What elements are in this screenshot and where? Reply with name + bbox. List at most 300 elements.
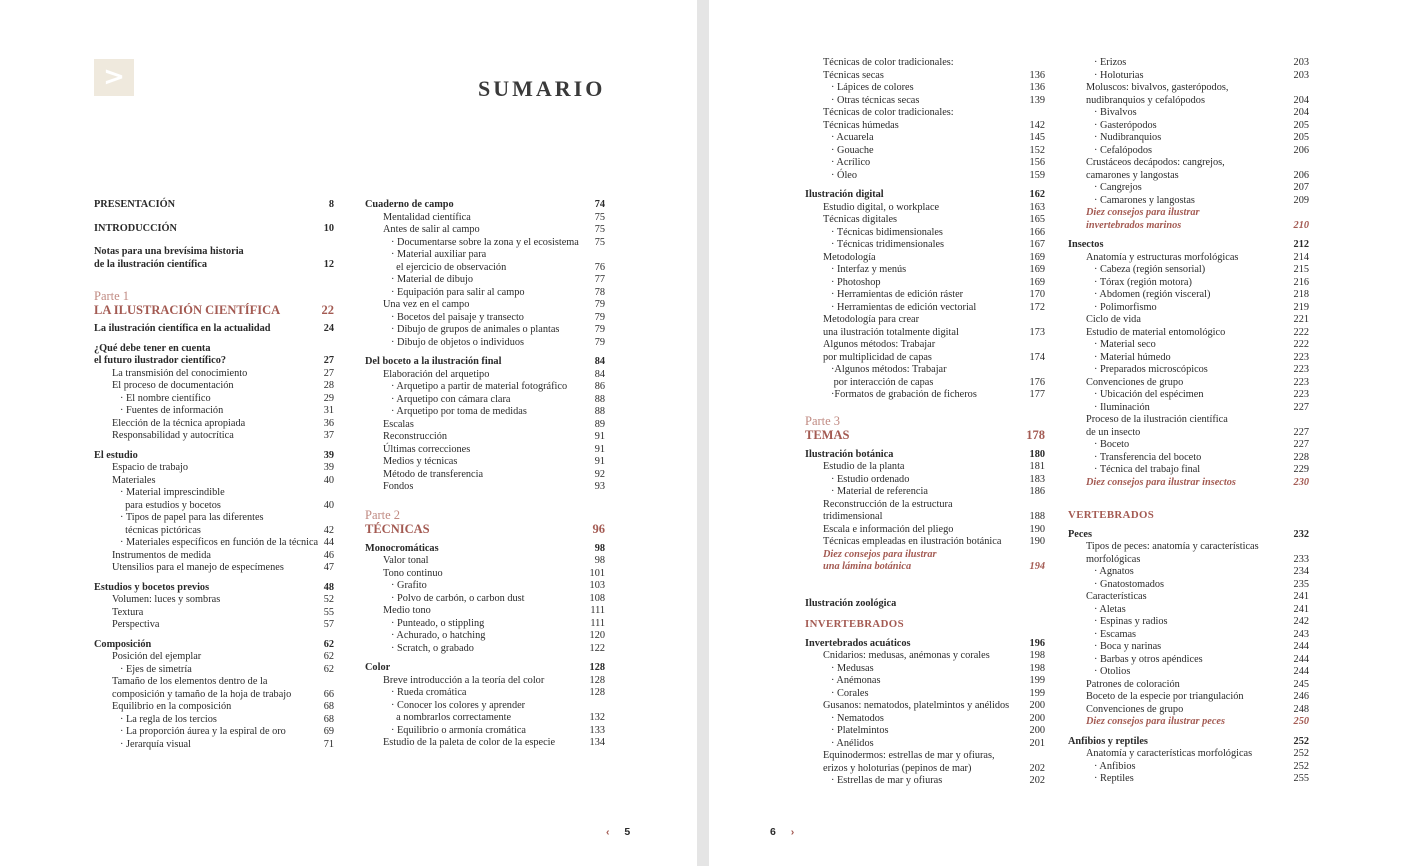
toc-entry: Crustáceos decápodos: cangrejos, camarones y langostas — [1086, 157, 1225, 181]
toc-entry: · Erizos — [1094, 57, 1127, 68]
toc-entry: · Materiales específicos en función de la técnica — [120, 537, 319, 548]
toc-page-number: 235 — [1293, 578, 1309, 590]
toc-page-number: 222 — [1293, 339, 1309, 350]
toc-entry: Del boceto a la ilustración final — [365, 356, 502, 367]
toc-page-number: 230 — [1293, 476, 1309, 488]
toc-entry: · Óleo — [831, 169, 858, 181]
toc-page-number: 180 — [1029, 448, 1045, 460]
toc-entry: · Equilibrio o armonía cromática — [391, 724, 526, 736]
toc-entry: Composición — [94, 638, 152, 650]
toc-entry: · Iluminación — [1094, 401, 1150, 413]
toc-page-number: 178 — [1026, 427, 1045, 442]
toc-entry: · Bivalvos — [1094, 107, 1137, 118]
toc-page-number: 244 — [1293, 666, 1309, 677]
toc-page-number: 62 — [323, 663, 334, 675]
toc-page-number: 134 — [589, 737, 605, 748]
toc-entry: Perspectiva — [112, 619, 160, 630]
toc-page-number: 93 — [594, 481, 605, 492]
toc-entry: · Dibujo de objetos o individuos — [391, 336, 524, 348]
toc-page-number: 159 — [1029, 169, 1045, 181]
toc-page-number: 199 — [1029, 675, 1045, 686]
chevron-right-icon: > — [103, 62, 125, 92]
toc-entry: · Lápices de colores — [831, 82, 914, 93]
toc-entry: Gusanos: nematodos, platelmintos y anélidos — [823, 700, 1010, 711]
toc-page-number: 196 — [1029, 637, 1045, 649]
toc-entry: Espacio de trabajo — [112, 462, 189, 473]
toc-page-number: 167 — [1029, 239, 1045, 250]
toc-entry: Anatomía y características morfológicas — [1086, 748, 1253, 759]
toc-entry: · Jerarquía visual — [120, 738, 191, 750]
toc-entry: · Material seco — [1094, 339, 1156, 350]
toc-entry: Reconstrucción de la estructura tridimensional — [823, 498, 953, 522]
toc-page-number: 40 — [323, 474, 334, 486]
toc-page-number: 215 — [1293, 264, 1309, 275]
toc-page-number: 92 — [594, 468, 605, 480]
toc-page-number: 241 — [1293, 591, 1309, 602]
toc-entry: Monocromáticas — [365, 542, 439, 554]
toc-entry: Diez consejos para ilustrar una lámina botánica — [823, 548, 937, 572]
toc-page-number: 10 — [323, 222, 334, 234]
toc-entry: Elaboración del arquetipo — [383, 368, 490, 380]
toc-page-number: 181 — [1029, 461, 1045, 472]
toc-page-number: 55 — [323, 606, 334, 618]
toc-entry: Técnicas de color tradicionales: Técnicas secas — [823, 57, 954, 81]
toc-entry: · Técnicas tridimensionales — [831, 239, 945, 250]
toc-page-number: 69 — [323, 726, 334, 737]
toc-page-number: 28 — [323, 380, 334, 391]
toc-entry: Ilustración digital — [805, 189, 884, 200]
toc-entry: · Ubicación del espécimen — [1094, 389, 1204, 400]
toc-entry: · Cefalópodos — [1094, 144, 1153, 156]
toc-page-number: 68 — [323, 713, 334, 725]
toc-entry: Algunos métodos: Trabajar por multiplicidad de capas — [823, 339, 936, 363]
toc-entry: · Cangrejos — [1094, 182, 1142, 193]
toc-entry: · Interfaz y menús — [831, 264, 907, 275]
toc-entry: ·Formatos de grabación de ficheros — [831, 389, 977, 400]
toc-entry: Cnidarios: medusas, anémonas y corales — [823, 650, 990, 661]
toc-page-number: 245 — [1293, 678, 1309, 690]
toc-page-number: 212 — [1293, 239, 1309, 250]
toc-page-number: 209 — [1293, 194, 1309, 206]
toc-entry: · Gnatostomados — [1094, 578, 1165, 590]
toc-entry: · Escamas — [1094, 628, 1137, 640]
toc-page-number: 68 — [323, 701, 334, 712]
toc-entry: · Otras técnicas secas — [831, 94, 920, 106]
toc-entry: · Arquetipo con cámara clara — [391, 393, 511, 405]
toc-page-number: 244 — [1293, 653, 1309, 665]
toc-entry: Técnicas empleadas en ilustración botánica — [823, 536, 1002, 547]
toc-page-number: 173 — [1029, 326, 1045, 338]
toc-page-number: 227 — [1293, 401, 1309, 413]
toc-page-number: 201 — [1029, 737, 1045, 749]
toc-page-number: 200 — [1029, 725, 1045, 736]
page-number-left: 5 — [624, 826, 631, 838]
toc-page-number: 227 — [1293, 426, 1309, 438]
right-page — [709, 0, 1402, 866]
toc-entry: Fondos — [383, 481, 414, 492]
toc-page-number: 39 — [323, 449, 334, 461]
next-page-icon[interactable]: › — [790, 826, 795, 838]
toc-page-number: 242 — [1293, 616, 1309, 627]
toc-entry: El estudio — [94, 449, 138, 461]
toc-page-number: 186 — [1029, 486, 1045, 497]
toc-entry: PRESENTACIÓN — [94, 199, 176, 210]
toc-page-number: 91 — [594, 443, 605, 455]
toc-page-number: 36 — [323, 417, 334, 429]
toc-page-number: 74 — [594, 199, 605, 210]
toc-page-number: 233 — [1293, 553, 1309, 565]
toc-page-number: 84 — [594, 356, 605, 367]
toc-page-number: 71 — [323, 738, 334, 750]
toc-entry: ·Algunos métodos: Trabajar por interacción de capas — [831, 364, 947, 388]
toc-page-number: 75 — [594, 236, 605, 248]
toc-entry: · Aletas — [1094, 603, 1126, 615]
toc-entry: · Nematodos — [831, 712, 884, 724]
toc-page-number: 156 — [1029, 157, 1045, 168]
toc-page-number: 88 — [594, 393, 605, 405]
toc-entry: Técnicas de color tradicionales: Técnicas húmedas — [823, 107, 954, 131]
toc-entry: · Reptiles — [1094, 773, 1134, 784]
toc-entry: · Platelmintos — [831, 725, 889, 736]
toc-entry: Diez consejos para ilustrar peces — [1086, 716, 1226, 727]
toc-entry: · Arquetipo a partir de material fotográfico — [391, 381, 568, 392]
toc-entry: Peces — [1068, 528, 1093, 540]
toc-page-number: 252 — [1293, 735, 1309, 747]
toc-page-number: 142 — [1029, 119, 1045, 131]
toc-page-number: 27 — [323, 367, 334, 379]
toc-page-number: 206 — [1293, 144, 1309, 156]
toc-entry: Antes de salir al campo — [383, 224, 480, 235]
toc-entry: Anfibios y reptiles — [1068, 735, 1148, 747]
toc-page-number: 103 — [589, 580, 605, 591]
toc-entry: · Tórax (región motora) — [1094, 276, 1192, 288]
toc-entry: · Rueda cromática — [391, 687, 467, 698]
toc-page-number: 122 — [589, 642, 605, 654]
toc-page-number: 190 — [1029, 523, 1045, 535]
toc-entry: Estudio de la planta — [823, 461, 905, 472]
toc-page-number: 46 — [323, 549, 334, 561]
toc-page-number: 216 — [1293, 276, 1309, 288]
toc-entry: Mentalidad científica — [383, 211, 471, 223]
toc-page-number: 62 — [323, 638, 334, 650]
toc-entry: · Estrellas de mar y ofiuras — [831, 775, 943, 786]
toc-entry: · Medusas — [831, 662, 874, 674]
toc-entry: Proceso de la ilustración científica de un insecto — [1086, 414, 1228, 438]
toc-page-number: 204 — [1293, 94, 1309, 106]
toc-entry: Tono continuo — [383, 567, 443, 579]
toc-entry: Moluscos: bivalvos, gasterópodos, nudibranquios y cefalópodos — [1086, 82, 1229, 106]
toc-entry: Invertebrados acuáticos — [805, 637, 911, 649]
toc-entry: Patrones de coloración — [1086, 678, 1180, 690]
toc-entry: Materiales — [112, 474, 156, 486]
toc-entry: · Espinas y radios — [1094, 616, 1168, 627]
toc-entry: Últimas correcciones — [383, 443, 471, 455]
toc-entry: Valor tonal — [383, 555, 429, 566]
toc-entry: Escala e información del pliego — [823, 523, 954, 535]
toc-page-number: 165 — [1029, 214, 1045, 225]
toc-entry: Estudios y bocetos previos — [94, 581, 210, 593]
toc-entry: · Holoturias — [1094, 69, 1144, 81]
toc-page-number: 79 — [594, 299, 605, 310]
toc-page-number: 223 — [1293, 389, 1309, 400]
toc-page-number: 75 — [594, 211, 605, 223]
toc-page-number: 162 — [1029, 189, 1045, 200]
toc-page-number: 241 — [1293, 603, 1309, 615]
toc-page-number: 47 — [323, 562, 334, 573]
toc-entry: Ilustración zoológica — [805, 597, 897, 609]
toc-page-number: 198 — [1029, 650, 1045, 661]
toc-entry: · Nudibranquios — [1094, 132, 1162, 143]
toc-page-number: 96 — [592, 521, 605, 536]
toc-page-number: 145 — [1029, 132, 1045, 143]
toc-page-number: 214 — [1293, 251, 1309, 263]
toc-entry: Convenciones de grupo — [1086, 703, 1184, 715]
toc-page-number: 174 — [1029, 351, 1045, 363]
toc-page-number: 79 — [594, 324, 605, 335]
toc-entry: Una vez en el campo — [383, 299, 470, 310]
toc-page-number: 218 — [1293, 289, 1309, 300]
toc-entry: ¿Qué debe tener en cuenta el futuro ilustrador científico? — [94, 342, 227, 366]
toc-entry: · Tipos de papel para las diferentes técnicas pictóricas — [120, 512, 264, 536]
toc-page-number: 62 — [323, 651, 334, 662]
toc-entry: Cuaderno de campo — [365, 199, 454, 210]
toc-entry: · Scratch, o grabado — [391, 642, 474, 654]
toc-page-number: 199 — [1029, 687, 1045, 699]
toc-entry: · Anélidos — [831, 737, 874, 749]
toc-entry: TEMAS — [805, 427, 850, 442]
toc-page-number: 169 — [1029, 264, 1045, 275]
toc-page-number: 221 — [1293, 314, 1309, 325]
toc-entry: Medio tono — [383, 605, 431, 616]
toc-page-number: 86 — [594, 381, 605, 392]
toc-entry: · Material de dibujo — [391, 274, 474, 285]
toc-page-number: 91 — [594, 431, 605, 442]
toc-page-number: 202 — [1029, 762, 1045, 774]
toc-page-number: 169 — [1029, 276, 1045, 288]
toc-entry: · El nombre científico — [120, 392, 211, 404]
toc-entry: · Anfibios — [1094, 760, 1136, 772]
toc-entry: · Técnica del trabajo final — [1094, 464, 1201, 475]
toc-page-number: 252 — [1293, 748, 1309, 759]
toc-entry: Instrumentos de medida — [112, 549, 211, 561]
toc-entry: · Anémonas — [831, 675, 881, 686]
toc-page-number: 57 — [323, 619, 334, 630]
toc-page-number: 42 — [323, 524, 334, 536]
toc-entry: Breve introducción a la teoría del color — [383, 674, 545, 686]
toc-entry: Parte 1 — [94, 289, 130, 303]
toc-page-number: 198 — [1029, 662, 1045, 674]
toc-page-number: 24 — [323, 323, 334, 334]
toc-page-number: 243 — [1293, 628, 1309, 640]
toc-page-number: 229 — [1293, 464, 1309, 475]
toc-entry: · Polvo de carbón, o carbon dust — [391, 592, 525, 604]
toc-entry: · Boca y narinas — [1094, 641, 1162, 652]
toc-entry: Equinodermos: estrellas de mar y ofiuras, erizos y holoturias (pepinos de mar) — [823, 750, 995, 774]
toc-entry: Reconstrucción — [383, 431, 448, 442]
toc-page-number: 227 — [1293, 439, 1309, 450]
toc-entry: · Achurado, o hatching — [391, 630, 486, 641]
toc-page-number: 170 — [1029, 289, 1045, 300]
toc-page-number: 89 — [594, 418, 605, 430]
toc-page-number: 128 — [589, 674, 605, 686]
toc-entry: Posición del ejemplar — [112, 651, 202, 662]
toc-entry: · Gouache — [831, 144, 874, 156]
toc-entry: · Técnicas bidimensionales — [831, 226, 943, 238]
toc-entry: Parte 2 — [365, 507, 401, 522]
toc-page-number: 40 — [323, 499, 334, 511]
toc-entry: Medios y técnicas — [383, 456, 458, 467]
toc-entry: Estudio de material entomológico — [1086, 326, 1226, 338]
toc-page-number: 44 — [323, 537, 334, 548]
toc-page-number: 75 — [594, 224, 605, 235]
toc-entry: Insectos — [1068, 239, 1104, 250]
toc-page-number: 91 — [594, 456, 605, 467]
toc-page-number: 232 — [1293, 528, 1309, 540]
toc-entry: · Fuentes de información — [120, 405, 224, 416]
toc-page-number: 206 — [1293, 169, 1309, 181]
toc-entry: · Punteado, o stippling — [391, 617, 485, 629]
toc-page-number: 78 — [594, 286, 605, 298]
toc-page-number: 223 — [1293, 364, 1309, 375]
toc-page-number: 128 — [589, 687, 605, 698]
toc-page-number: 111 — [590, 605, 605, 616]
toc-entry: El proceso de documentación — [112, 380, 234, 391]
toc-entry: Tamaño de los elementos dentro de la composición y tamaño de la hoja de trabajo — [112, 676, 292, 700]
toc-page-number: 120 — [589, 630, 605, 641]
toc-entry: · Preparados microscópicos — [1094, 364, 1208, 375]
toc-entry: Boceto de la especie por triangulación — [1086, 691, 1244, 702]
toc-page-number: 98 — [594, 555, 605, 566]
toc-page-number: 76 — [594, 261, 605, 273]
toc-entry: · Barbas y otros apéndices — [1094, 653, 1203, 665]
toc-page-number: 39 — [323, 462, 334, 473]
toc-entry: Metodología para crear una ilustración totalmente digital — [823, 314, 959, 338]
toc-entry: · Herramientas de edición ráster — [831, 289, 964, 300]
toc-entry: Utensilios para el manejo de especímenes — [112, 562, 284, 573]
toc-page-number: 255 — [1293, 773, 1309, 784]
toc-entry: INVERTEBRADOS — [805, 618, 905, 630]
toc-entry: · Material auxiliar para el ejercicio de observación — [391, 249, 507, 273]
toc-entry: Ciclo de vida — [1086, 314, 1141, 325]
toc-page-number: 172 — [1029, 301, 1045, 313]
toc-page-number: 250 — [1293, 716, 1309, 727]
toc-page-number: 200 — [1029, 700, 1045, 711]
toc-page-number: 136 — [1029, 82, 1045, 93]
toc-entry: Elección de la técnica apropiada — [112, 417, 246, 429]
toc-page-number: 183 — [1029, 473, 1045, 485]
toc-entry: · Cabeza (región sensorial) — [1094, 264, 1206, 275]
toc-entry: Escalas — [383, 418, 414, 430]
toc-entry: VERTEBRADOS — [1068, 509, 1155, 521]
toc-page-number: 203 — [1293, 57, 1309, 68]
toc-entry: · La proporción áurea y la espiral de oro — [120, 726, 286, 737]
toc-page-number: 244 — [1293, 641, 1309, 652]
toc-page-number: 133 — [589, 724, 605, 736]
toc-entry: LA ILUSTRACIÓN CIENTÍFICA — [94, 303, 281, 317]
toc-entry: Método de transferencia — [383, 468, 484, 480]
toc-page-number: 79 — [594, 311, 605, 323]
toc-entry: · Documentarse sobre la zona y el ecosistema — [391, 236, 579, 248]
toc-page-number: 8 — [328, 199, 334, 210]
toc-page-number: 200 — [1029, 712, 1045, 724]
toc-page-number: 234 — [1293, 566, 1309, 577]
toc-page-number: 79 — [594, 336, 605, 348]
toc-entry: Convenciones de grupo — [1086, 376, 1184, 388]
toc-entry: · Equipación para salir al campo — [391, 286, 525, 298]
toc-page-number: 66 — [323, 688, 334, 700]
prev-page-icon[interactable]: ‹ — [606, 826, 610, 838]
footer-right — [770, 826, 794, 838]
toc-entry: · Otolios — [1094, 666, 1131, 677]
toc-entry: · Ejes de simetría — [120, 663, 192, 675]
toc-entry: · Transferencia del boceto — [1094, 451, 1202, 463]
toc-entry: · Abdomen (región visceral) — [1094, 289, 1211, 300]
toc-entry: · Acrílico — [831, 157, 871, 168]
toc-page-number: 84 — [594, 368, 605, 380]
toc-page-number: 228 — [1293, 451, 1309, 463]
toc-page-number: 204 — [1293, 107, 1309, 118]
toc-page-number: 210 — [1293, 219, 1309, 231]
toc-entry: La ilustración científica en la actualidad — [94, 323, 271, 334]
toc-entry: · Conocer los colores y aprender a nombrarlos correctamente — [391, 699, 526, 723]
toc-entry: Responsabilidad y autocrítica — [112, 430, 234, 441]
toc-entry: · Material húmedo — [1094, 351, 1171, 363]
logo — [94, 59, 134, 96]
left-page — [0, 0, 697, 866]
toc-page-number: 52 — [323, 594, 334, 605]
toc-entry: Técnicas digitales — [823, 214, 898, 225]
toc-entry: · Grafito — [391, 580, 427, 591]
toc-page-number: 246 — [1293, 691, 1309, 702]
toc-entry: Características — [1086, 591, 1147, 602]
toc-page-number: 207 — [1293, 182, 1309, 193]
toc-page-number: 219 — [1293, 301, 1309, 313]
toc-entry: · Estudio ordenado — [831, 473, 910, 485]
toc-page-number: 48 — [323, 581, 334, 593]
toc-page-number: 111 — [590, 617, 605, 629]
toc-page-number: 177 — [1029, 389, 1045, 400]
toc-entry: · Boceto — [1094, 439, 1130, 450]
toc-page-number: 190 — [1029, 536, 1045, 547]
toc-entry: Metodología — [823, 251, 876, 263]
toc-page-number: 29 — [323, 392, 334, 404]
toc-page-number: 176 — [1029, 376, 1045, 388]
toc-entry: Notas para una brevísima historia de la ilustración científica — [94, 246, 244, 270]
toc-page-number: 12 — [323, 258, 334, 270]
toc-entry: · Herramientas de edición vectorial — [831, 301, 977, 313]
toc-page-number: 194 — [1029, 561, 1045, 572]
toc-entry: Estudio digital, o workplace — [823, 201, 940, 213]
toc-entry: La transmisión del conocimiento — [112, 367, 248, 379]
toc-page-number: 22 — [321, 303, 334, 317]
toc-page-number: 98 — [594, 542, 605, 554]
toc-entry: · Dibujo de grupos de animales o plantas — [391, 324, 560, 335]
toc-entry: · Camarones y langostas — [1094, 194, 1195, 206]
toc-page-number: 188 — [1029, 511, 1045, 522]
toc-page-number: 37 — [323, 430, 334, 441]
toc-entry: Color — [365, 662, 391, 673]
toc-entry: · Photoshop — [831, 276, 881, 288]
toc-page-number: 166 — [1029, 226, 1045, 238]
toc-entry: · Gasterópodos — [1094, 119, 1157, 131]
footer-left — [606, 826, 630, 838]
toc-entry: · Polimorfismo — [1094, 301, 1157, 313]
toc-entry: · La regla de los tercios — [120, 713, 217, 725]
toc-page-number: 252 — [1293, 760, 1309, 772]
toc-entry: Equilibrio en la composición — [112, 701, 232, 712]
toc-page-number: 31 — [323, 405, 334, 416]
toc-entry: Textura — [112, 606, 144, 618]
